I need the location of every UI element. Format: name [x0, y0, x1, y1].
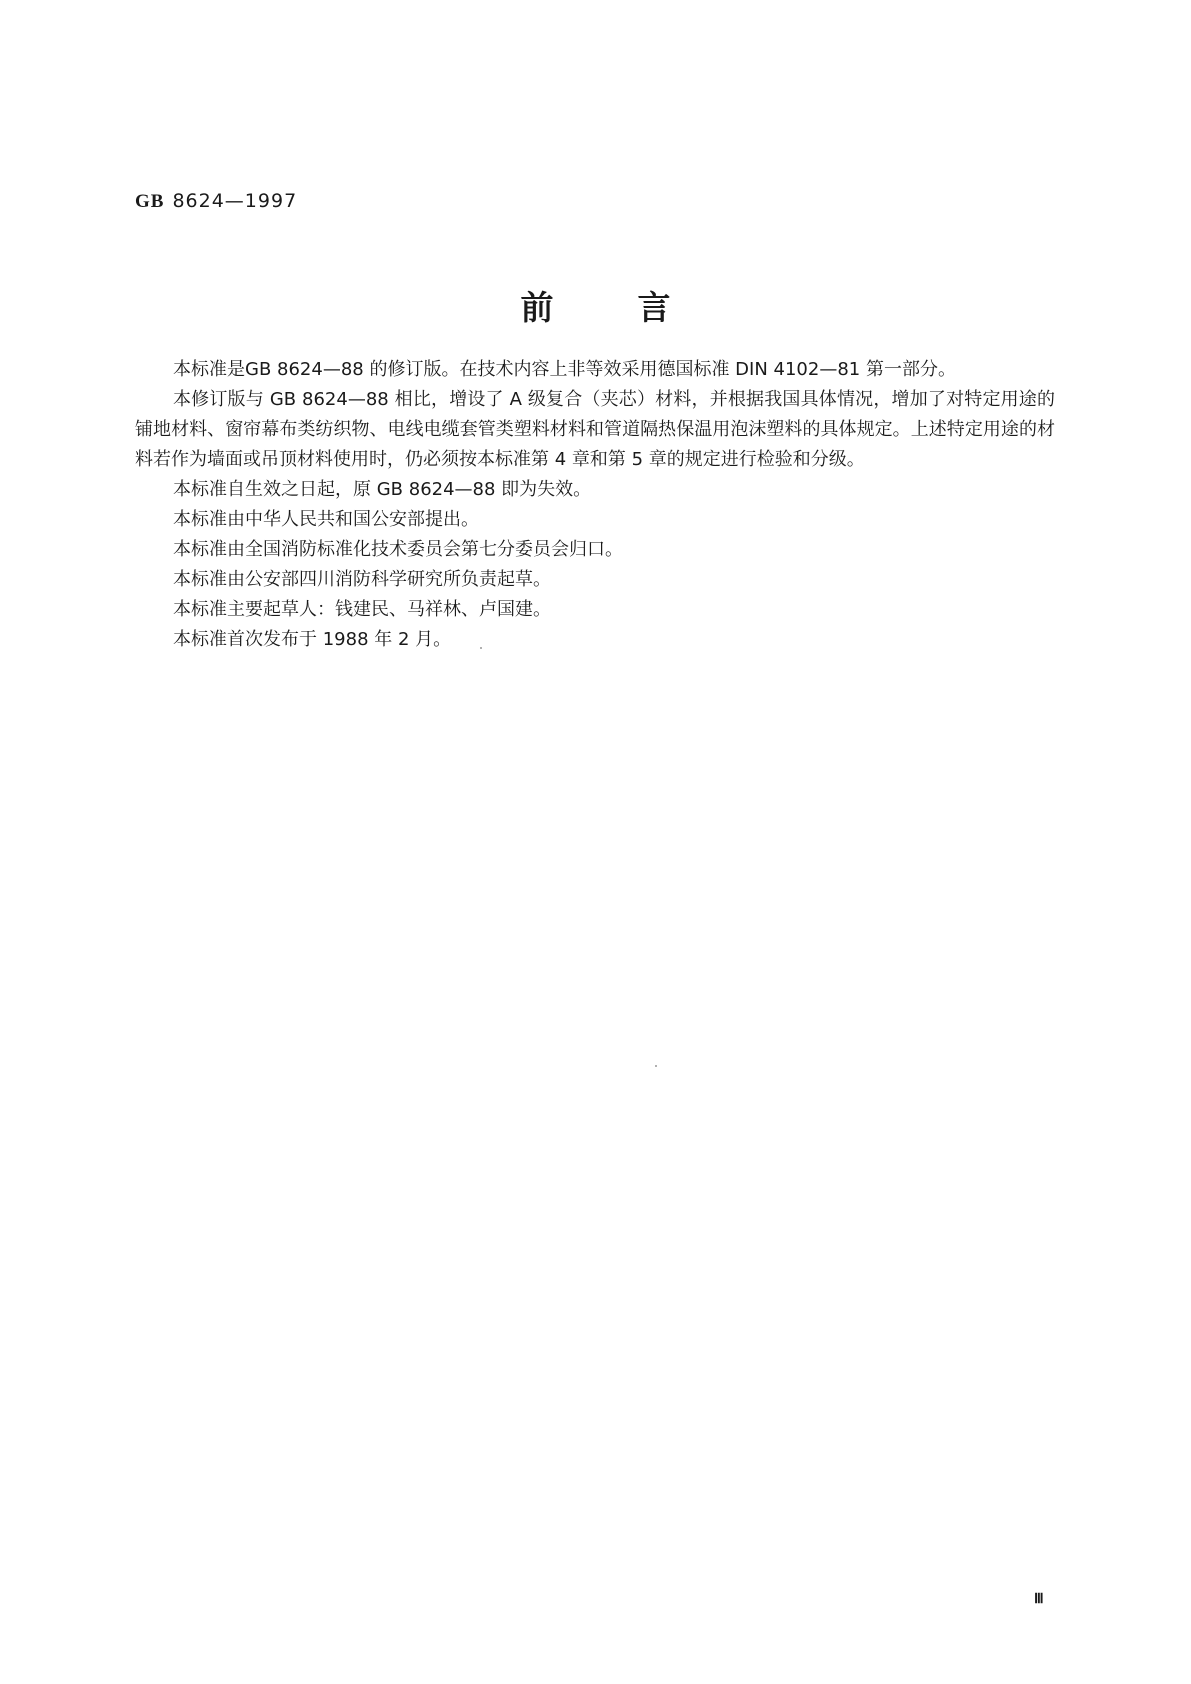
paragraph-revision: 本标准是GB 8624—88 的修订版。在技术内容上非等效采用德国标准 DIN 4102—81 第一部分。 [173, 359, 956, 380]
paragraph-proposed-by: 本标准由中华人民共和国公安部提出。 [173, 509, 479, 530]
standard-number: 8624—1997 [172, 190, 298, 212]
paragraph-first-issued: 本标准首次发布于 1988 年 2 月。 [173, 629, 452, 650]
document-code-header [135, 188, 297, 213]
scan-speck [655, 1065, 657, 1067]
page-number: Ⅲ [1034, 1592, 1044, 1607]
paragraph-changes: 本修订版与 GB 8624—88 相比，增设了 A 级复合（夹芯）材料，并根据我国具体情况，增加了对特定用途的铺地材料、窗帘幕布类纺织物、电线电缆套管类塑料材料和管道隔热保温用泡沫塑料的具体规定。上述特定用途的材料若作为墙面或吊顶材料使用时，仍必须按本标准第 4 章和第 5 章的规定进行检验和分级。 [135, 389, 1055, 470]
paragraph-centralized-by: 本标准由全国消防标准化技术委员会第七分委员会归口。 [173, 539, 623, 560]
paragraph-drafters: 本标准主要起草人：钱建民、马祥林、卢国建。 [173, 599, 551, 620]
paragraph-effective: 本标准自生效之日起，原 GB 8624—88 即为失效。 [173, 479, 592, 500]
scan-speck [480, 647, 482, 649]
page-title: 前言 [520, 288, 755, 327]
preface-body [135, 355, 1055, 655]
standard-prefix: GB [135, 191, 165, 212]
paragraph-drafted-by: 本标准由公安部四川消防科学研究所负责起草。 [173, 569, 551, 590]
